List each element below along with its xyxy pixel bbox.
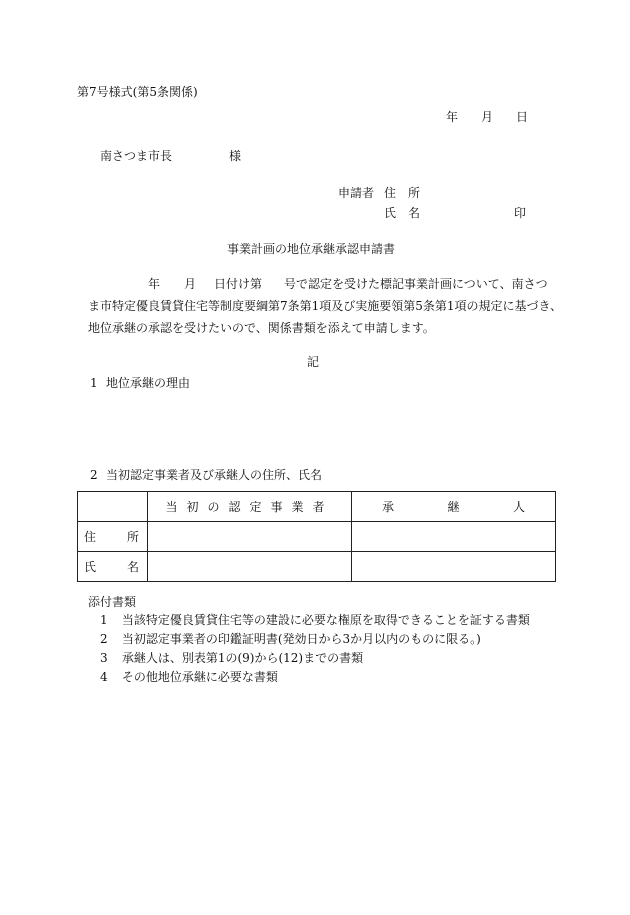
body-date-no: 日付け第 (214, 277, 263, 291)
applicant-label: 申請者 (338, 186, 375, 200)
header-successor-char-2: 継 (447, 500, 460, 514)
cell-successor-address[interactable] (352, 522, 556, 552)
applicant-name-label: 氏 名 (384, 206, 421, 220)
seal-mark: 印 (514, 206, 527, 220)
document-title: 事業計画の地位承継承認申請書 (227, 242, 396, 256)
attachments-heading: 添付書類 (88, 595, 137, 609)
attachment-text: その他地位承継に必要な書類 (121, 670, 278, 684)
header-successor-char-3: 人 (512, 500, 525, 514)
attachment-item (100, 669, 278, 685)
row-label-address-char-1: 住 (84, 530, 97, 544)
body-year: 年 (148, 277, 161, 291)
body-line-3: 地位承継の承認を受けたいので、関係書類を添えて申請します。 (88, 321, 435, 335)
attachment-number: 4 (100, 670, 108, 684)
header-successor (352, 492, 556, 522)
ki-heading: 記 (307, 355, 320, 369)
row-label-address-char-2: 所 (126, 530, 139, 544)
attachment-text: 承継人は、別表第1の(9)から(12)までの書類 (121, 651, 364, 665)
body-month: 月 (184, 277, 197, 291)
row-label-name-char-2: 名 (126, 560, 139, 574)
recipient-name: 南さつま市長 (100, 149, 173, 163)
date-year-label: 年 (446, 110, 459, 124)
date-month-label: 月 (481, 110, 494, 124)
section2-number: 2 (90, 468, 98, 482)
form-number: 第7号様式(第5条関係) (77, 85, 198, 99)
body-line-2: ま市特定優良賃貸住宅等制度要綱第7条第1項及び実施要領第5条第1項の規定に基づき、 (88, 299, 563, 313)
row-label-name-char-1: 氏 (84, 560, 97, 574)
attachment-item (100, 650, 363, 666)
recipient-honorific: 様 (229, 149, 242, 163)
section1-label: 地位承継の理由 (106, 376, 191, 390)
cell-successor-name[interactable] (352, 552, 556, 582)
row-label-name (78, 552, 148, 582)
table-header-row (78, 492, 556, 522)
attachment-item (100, 631, 481, 647)
party-table (77, 491, 556, 582)
attachment-number: 1 (100, 613, 108, 627)
applicant-address-label: 住 所 (384, 186, 421, 200)
attachment-text: 当初認定事業者の印鑑証明書(発効日から3か月以内のものに限る。) (121, 632, 481, 646)
attachment-number: 3 (100, 651, 108, 665)
row-label-address (78, 522, 148, 552)
attachment-item (100, 612, 530, 628)
body-paragraph (88, 273, 563, 339)
cell-original-name[interactable] (148, 552, 352, 582)
body-line-1 (88, 273, 558, 295)
attachment-number: 2 (100, 632, 108, 646)
section2-label: 当初認定事業者及び承継人の住所、氏名 (106, 468, 323, 482)
table-row-address (78, 522, 556, 552)
date-day-label: 日 (516, 110, 529, 124)
section1-number: 1 (90, 376, 98, 390)
attachment-text: 当該特定優良賃貸住宅等の建設に必要な権原を取得できることを証する書類 (121, 613, 530, 627)
header-successor-char-1: 承 (382, 500, 395, 514)
table-row-name (78, 552, 556, 582)
table-corner-cell (78, 492, 148, 522)
cell-original-address[interactable] (148, 522, 352, 552)
header-original-operator: 当初の認定事業者 (148, 492, 352, 522)
body-line-1-rest: 号で認定を受けた標記事業計画について、南さつ (284, 277, 548, 291)
